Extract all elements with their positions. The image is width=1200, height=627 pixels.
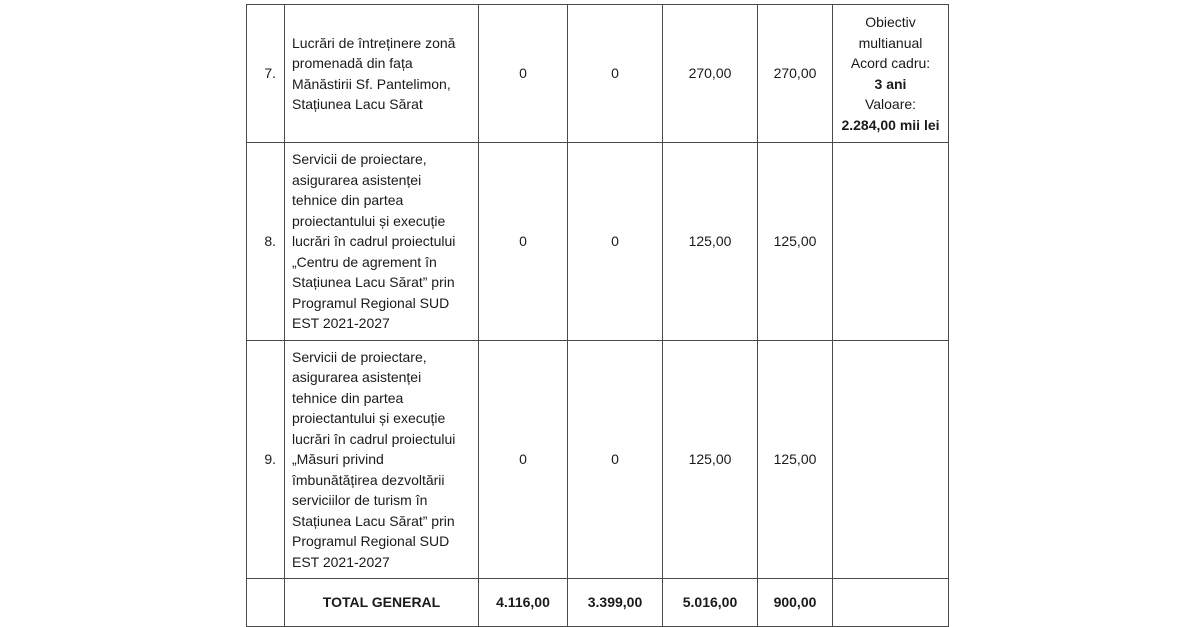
row-description: Lucrări de întreținere zonă promenadă din fața Mănăstirii Sf. Pantelimon, Stațiunea Lacu Sărat	[285, 5, 479, 143]
obs-line-objective: Obiectiv	[865, 14, 916, 30]
total-row	[247, 579, 949, 627]
value-col-3: 270,00	[663, 5, 758, 143]
value-col-3: 125,00	[663, 341, 758, 579]
total-value-col-1: 4.116,00	[479, 579, 568, 627]
obs-line-multiannual: multianual	[858, 34, 923, 51]
observations-cell	[833, 5, 949, 143]
total-label: TOTAL GENERAL	[285, 579, 479, 627]
value-col-4: 270,00	[758, 5, 833, 143]
observations-cell	[833, 341, 949, 579]
value-col-2: 0	[568, 341, 663, 579]
total-value-col-2: 3.399,00	[568, 579, 663, 627]
row-description: Servicii de proiectare, asigurarea asistenței tehnice din partea proiectantului și execuție lucrări în cadrul proiectului „Măsuri privind îmbunătățirea dezvoltării serviciilor de turism în Stațiunea Lacu Sărat” prin Programul Regional SUD EST 2021-2027	[285, 341, 479, 579]
total-row-number	[247, 579, 285, 627]
value-col-1: 0	[479, 5, 568, 143]
row-description: Servicii de proiectare, asigurarea asistenței tehnice din partea proiectantului și execuție lucrări în cadrul proiectului „Centru de agrement în Stațiunea Lacu Sărat” prin Programul Regional SUD EST 2021-2027	[285, 143, 479, 341]
row-number: 7.	[247, 5, 285, 143]
table-row	[247, 5, 949, 143]
table-row	[247, 341, 949, 579]
value-col-1: 0	[479, 341, 568, 579]
value-col-4: 125,00	[758, 341, 833, 579]
value-col-2: 0	[568, 5, 663, 143]
value-col-4: 125,00	[758, 143, 833, 341]
obs-line-value-label: Valoare:	[864, 96, 917, 112]
row-number: 9.	[247, 341, 285, 579]
obs-line-duration: 3 ani	[874, 75, 907, 92]
total-observations-cell	[833, 579, 949, 627]
observations-cell	[833, 143, 949, 341]
total-value-col-3: 5.016,00	[663, 579, 758, 627]
row-number: 8.	[247, 143, 285, 341]
value-col-1: 0	[479, 143, 568, 341]
value-col-2: 0	[568, 143, 663, 341]
total-value-col-4: 900,00	[758, 579, 833, 627]
obs-line-value: 2.284,00 mii lei	[841, 116, 940, 133]
obs-line-framework: Acord cadru:	[850, 55, 931, 71]
table-row	[247, 143, 949, 341]
value-col-3: 125,00	[663, 143, 758, 341]
budget-table	[246, 4, 949, 627]
